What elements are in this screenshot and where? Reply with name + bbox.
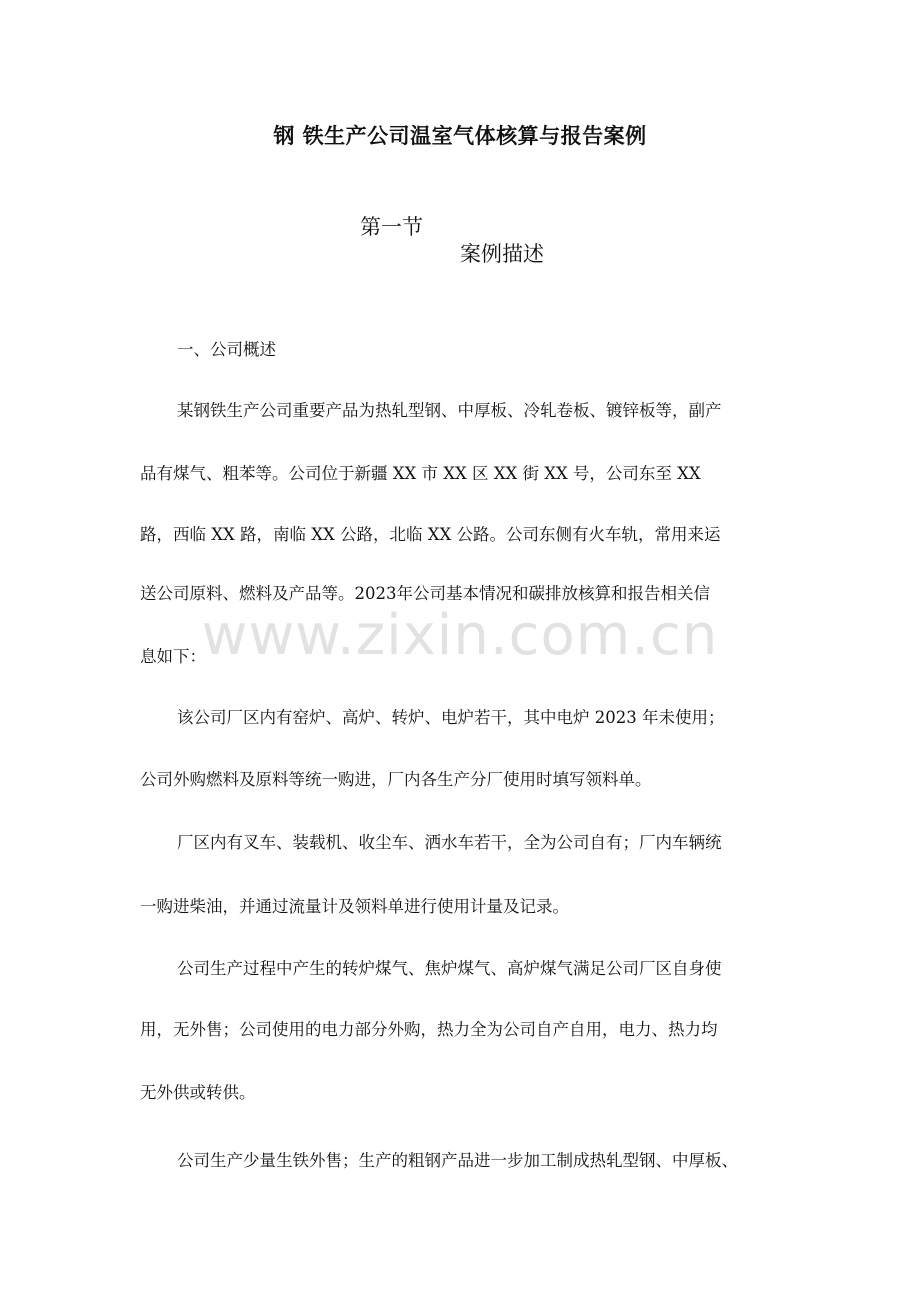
heading-company-overview: 一、公司概述: [177, 340, 276, 359]
paragraph-line: 公司生产过程中产生的转炉煤气、焦炉煤气、高炉煤气满足公司厂区自身使: [177, 959, 722, 978]
document-title: 钢 铁生产公司温室气体核算与报告案例: [273, 124, 647, 148]
paragraph-line: 息如下：: [140, 647, 206, 666]
paragraph-line: 品有煤气、粗苯等。公司位于新疆 XX 市 XX 区 XX 街 XX 号，公司东至 XX: [140, 464, 701, 483]
paragraph-line: 某钢铁生产公司重要产品为热轧型钢、中厚板、冷轧卷板、镀锌板等，副产: [177, 401, 722, 420]
paragraph-line: 公司外购燃料及原料等统一购进，厂内各生产分厂使用时填写领料单。: [140, 770, 652, 789]
paragraph-line: 厂区内有叉车、装载机、收尘车、洒水车若干，全为公司自有；厂内车辆统: [177, 833, 722, 852]
paragraph-line: 无外供或转供。: [140, 1083, 256, 1102]
section-name: 案例描述: [460, 242, 544, 266]
paragraph-line: 送公司原料、燃料及产品等。2023年公司基本情况和碳排放核算和报告相关信: [140, 584, 710, 603]
paragraph-line: 路，西临 XX 路，南临 XX 公路，北临 XX 公路。公司东侧有火车轨，常用来运: [140, 525, 721, 544]
section-number: 第一节: [360, 215, 423, 239]
watermark: www.zixin.com.cn: [201, 603, 719, 668]
paragraph-line: 公司生产少量生铁外售；生产的粗钢产品进一步加工制成热轧型钢、中厚板、: [177, 1151, 738, 1170]
paragraph-line: 用，无外售；公司使用的电力部分外购，热力全为公司自产自用，电力、热力均: [140, 1020, 718, 1039]
paragraph-line: 该公司厂区内有窑炉、高炉、转炉、电炉若干，其中电炉 2023 年未使用；: [177, 708, 725, 727]
paragraph-line: 一购进柴油，并通过流量计及领料单进行使用计量及记录。: [140, 897, 569, 916]
